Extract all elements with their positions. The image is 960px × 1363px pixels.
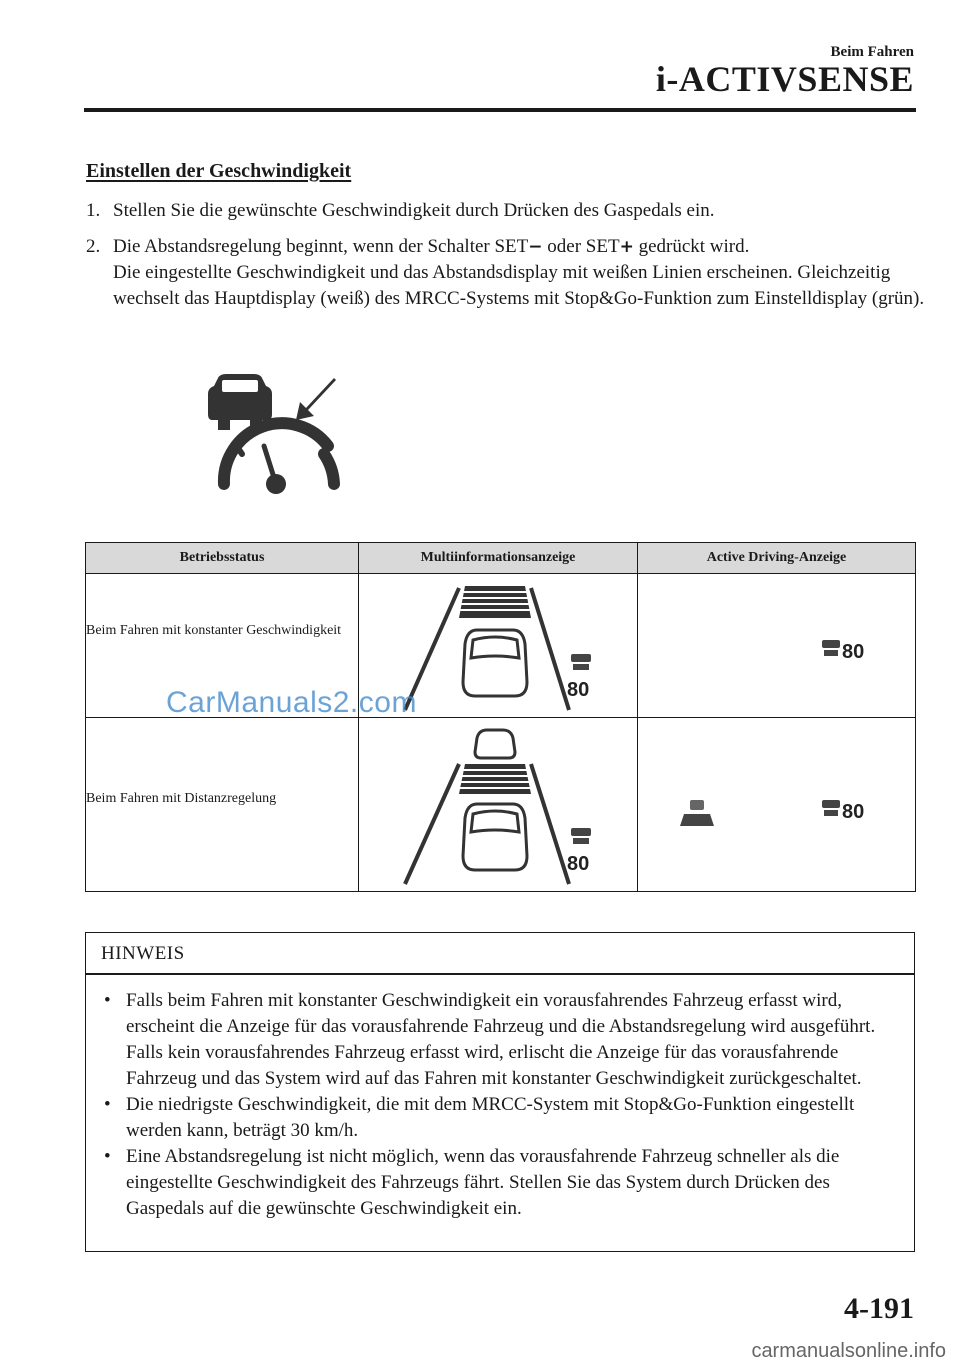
cruise-set-illustration (196, 374, 346, 494)
step-2 (86, 234, 926, 312)
step-text-part: gedrückt wird. (633, 236, 750, 257)
set-speed-value: 80 (842, 801, 865, 823)
set-speed-value: 80 (842, 641, 865, 663)
active-driving-graphic (638, 574, 915, 712)
status-label: Beim Fahren mit konstanter Geschwindigkeit (86, 623, 342, 638)
table-header: Betriebsstatus (86, 543, 359, 574)
steps-list (86, 198, 926, 322)
active-driving-graphic (638, 718, 915, 886)
set-plus-icon: + (619, 237, 634, 257)
set-speed-value: 80 (567, 679, 590, 701)
multi-info-display (359, 718, 638, 892)
set-speed-value: 80 (567, 853, 590, 875)
note-title: HINWEIS (101, 943, 185, 964)
set-minus-icon: − (528, 237, 543, 257)
note-list (102, 988, 904, 1222)
step-text (113, 234, 926, 312)
table-row (86, 718, 916, 892)
header-title: i-ACTIVSENSE (655, 59, 914, 99)
note-text: Die niedrigste Geschwindigkeit, die mit dem MRCC-System mit Stop&Go-Funktion eingestellt werden kann, beträgt 30 km/h. (126, 1094, 855, 1141)
step-number: 2. (86, 236, 101, 257)
header-rule (84, 108, 916, 112)
list-item (102, 1144, 904, 1222)
active-driving-display (638, 574, 916, 718)
note-box (85, 932, 915, 1252)
step-text-part: Die eingestellte Geschwindigkeit und das Abstandsdisplay mit weißen Linien erscheinen. Gleichzeitig wechselt das Hauptdisplay (weiß) des MRCC-Systems mit Stop&Go-Funktion zum Einstelldisplay (grün). (113, 262, 925, 309)
radar-car-icon (571, 654, 591, 670)
preceding-car-icon (475, 730, 515, 758)
list-item (102, 988, 904, 1092)
footer-url: carmanualsonline.info (751, 1340, 946, 1362)
radar-car-icon (571, 828, 591, 844)
step-text-part: Die Abstandsregelung beginnt, wenn der Schalter SET (113, 236, 529, 257)
arrow-down-left-icon (296, 378, 336, 420)
note-text: Eine Abstandsregelung ist nicht möglich, wenn das vorausfahrende Fahrzeug schneller als die eingestellte Geschwindigkeit des Fahrzeugs fährt. Stellen Sie das System durch Drücken des Gaspedals auf die gewünschte Geschwindigkeit ein. (126, 1146, 840, 1219)
bullet-icon: • (104, 1094, 111, 1115)
table-header-row (86, 543, 916, 574)
bullet-icon: • (104, 1146, 111, 1167)
own-car-icon (463, 804, 527, 870)
radar-car-icon (822, 800, 840, 816)
page-number: 4-191 (844, 1292, 914, 1325)
step-text-part: oder SET (542, 236, 620, 257)
step-number: 1. (86, 200, 101, 221)
own-car-icon (463, 630, 527, 696)
step-text: Stellen Sie die gewünschte Geschwindigkeit durch Drücken des Gaspedals ein. (113, 200, 715, 221)
watermark: CarManuals2.com (166, 686, 417, 719)
note-text: Falls beim Fahren mit konstanter Geschwindigkeit ein vorausfahrendes Fahrzeug erfasst wird, erscheint die Anzeige für das vorausfahrende Fahrzeug und die Abstandsregelung wird ausgeführt. Falls kein vorausfahrendes Fahrzeug erfasst wird, erlischt die Anzeige für das vorausfahrende Fahrzeug und das System wird auf das Fahren mit konstanter Geschwindigkeit zurückgeschaltet. (126, 990, 876, 1089)
list-item (102, 1092, 904, 1144)
bullet-icon: • (104, 990, 111, 1011)
status-label: Beim Fahren mit Distanzregelung (86, 791, 277, 806)
note-divider (86, 973, 914, 975)
step-1 (86, 198, 926, 224)
header-section: Beim Fahren (830, 44, 914, 60)
table-header: Active Driving-Anzeige (638, 543, 916, 574)
radar-car-icon (822, 640, 840, 656)
preceding-car-icon (680, 800, 714, 826)
distance-display-icon (359, 718, 635, 886)
active-driving-display (638, 718, 916, 892)
section-heading: Einstellen der Geschwindigkeit (86, 160, 352, 182)
table-header: Multiinformationsanzeige (359, 543, 638, 574)
